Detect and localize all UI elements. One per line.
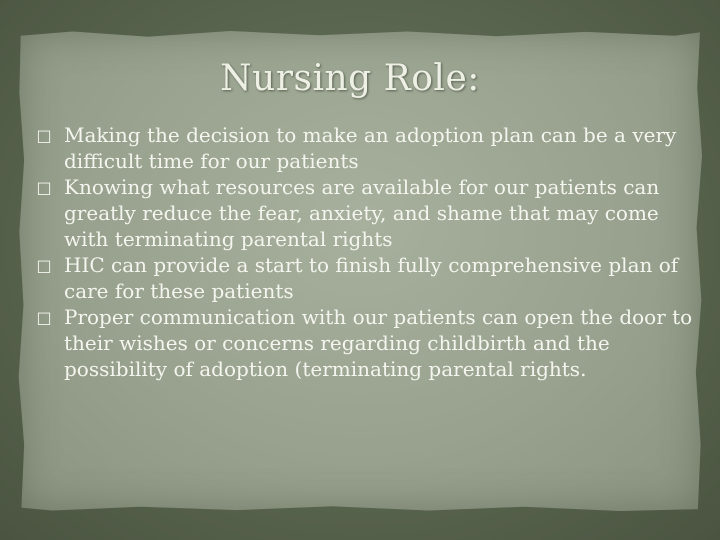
list-item bbox=[34, 252, 694, 304]
list-item bbox=[34, 174, 694, 252]
bullet-list bbox=[34, 122, 694, 382]
square-bullet-icon: □ bbox=[36, 126, 52, 145]
bullet-text: HIC can provide a start to finish fully comprehensive plan of care for these patients bbox=[64, 253, 679, 303]
bullet-text: Making the decision to make an adoption plan can be a very difficult time for our patients bbox=[64, 123, 677, 173]
list-item bbox=[34, 304, 694, 382]
bullet-text: Proper communication with our patients can open the door to their wishes or concerns regarding childbirth and the possibility of adoption (terminating parental rights. bbox=[64, 305, 693, 381]
square-bullet-icon: □ bbox=[36, 308, 52, 327]
slide-title: Nursing Role: bbox=[220, 58, 480, 99]
square-bullet-icon: □ bbox=[36, 178, 52, 197]
square-bullet-icon: □ bbox=[36, 256, 52, 275]
bullet-text: Knowing what resources are available for our patients can greatly reduce the fear, anxiety, and shame that may come with terminating parental rights bbox=[64, 175, 660, 251]
list-item bbox=[34, 122, 694, 174]
